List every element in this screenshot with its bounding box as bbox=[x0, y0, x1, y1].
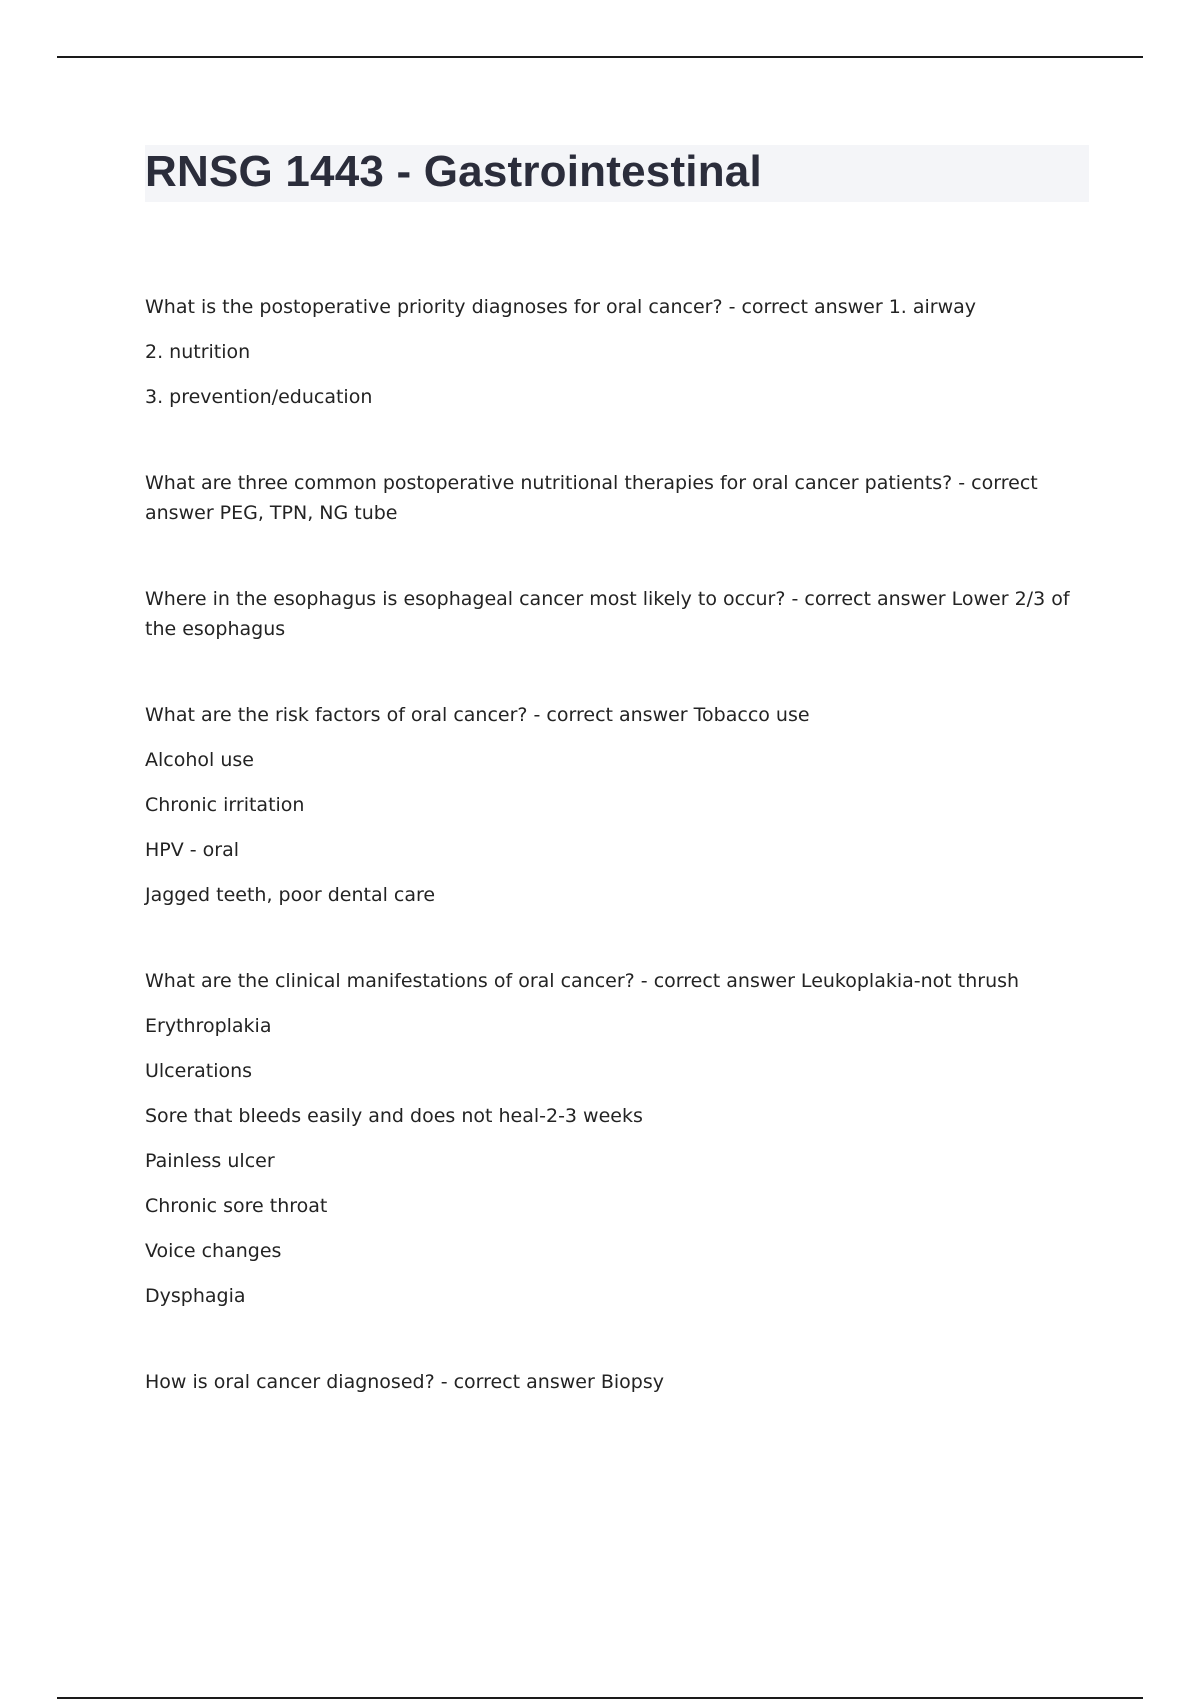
qa-answer-line: Chronic irritation bbox=[145, 794, 305, 816]
qa-answer-line: Ulcerations bbox=[145, 1060, 253, 1082]
qa-answer-line: 3. prevention/education bbox=[145, 386, 373, 408]
qa-answer-line: Alcohol use bbox=[145, 749, 254, 771]
qa-answer-line: Erythroplakia bbox=[145, 1015, 272, 1037]
qa-item bbox=[145, 1367, 1085, 1397]
qa-answer-line: HPV - oral bbox=[145, 839, 240, 861]
bottom-rule bbox=[57, 1697, 1143, 1699]
qa-item bbox=[145, 468, 1085, 528]
qa-question-answer: What are three common postoperative nutritional therapies for oral cancer patients? - correct answer PEG, TPN, NG tube bbox=[145, 472, 1038, 524]
qa-answer-line: Dysphagia bbox=[145, 1285, 246, 1307]
qa-question-answer: What are the risk factors of oral cancer? - correct answer Tobacco use bbox=[145, 704, 810, 726]
qa-answer-line: 2. nutrition bbox=[145, 341, 251, 363]
qa-question-answer: Where in the esophagus is esophageal cancer most likely to occur? - correct answer Lower 2/3 of the esophagus bbox=[145, 588, 1070, 640]
qa-question-answer: What is the postoperative priority diagnoses for oral cancer? - correct answer 1. airway bbox=[145, 296, 977, 318]
document-title: RNSG 1443 - Gastrointestinal bbox=[145, 147, 762, 196]
top-rule bbox=[57, 56, 1143, 58]
qa-answer-line: Jagged teeth, poor dental care bbox=[145, 884, 436, 906]
qa-item bbox=[145, 584, 1085, 644]
qa-item bbox=[145, 966, 1085, 1311]
qa-answer-line: Sore that bleeds easily and does not heal-2-3 weeks bbox=[145, 1105, 643, 1127]
qa-answer-line: Chronic sore throat bbox=[145, 1195, 328, 1217]
qa-question-answer: How is oral cancer diagnosed? - correct answer Biopsy bbox=[145, 1371, 664, 1393]
qa-item bbox=[145, 700, 1085, 910]
flashcard-list bbox=[145, 292, 1085, 1453]
qa-answer-line: Painless ulcer bbox=[145, 1150, 275, 1172]
qa-question-answer: What are the clinical manifestations of oral cancer? - correct answer Leukoplakia-not thrush bbox=[145, 970, 1020, 992]
qa-answer-line: Voice changes bbox=[145, 1240, 282, 1262]
qa-item bbox=[145, 292, 1085, 412]
